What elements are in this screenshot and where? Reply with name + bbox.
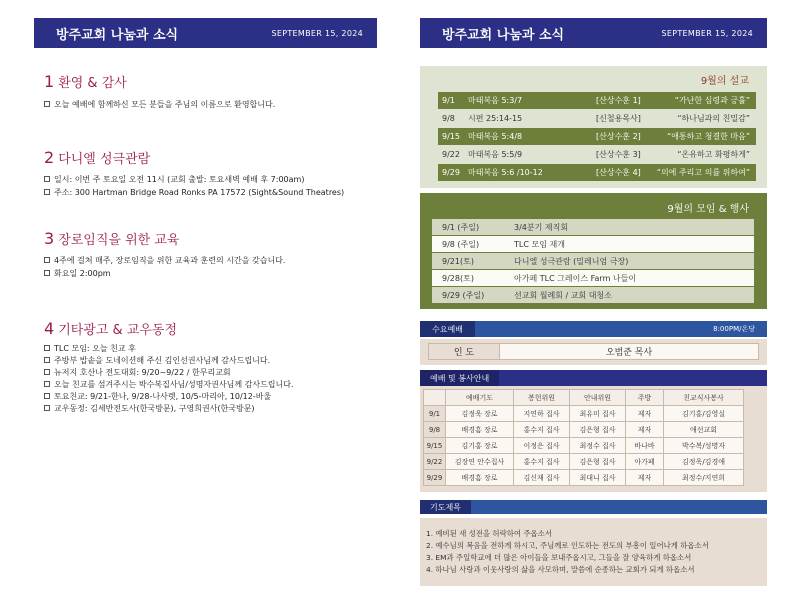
section-3-item: 화요일 2:00pm	[44, 268, 111, 280]
section-4-item: 뉴저지 호산나 전도대회: 9/20~9/22 / 한무리교회	[44, 367, 231, 379]
wednesday-worship-label: 수요예배	[420, 321, 475, 337]
section-1-title	[44, 72, 127, 91]
section-heading: 장로임직을 위한 교육	[58, 233, 180, 248]
section-heading: 환영 & 감사	[58, 76, 127, 91]
sermon-row: 9/8 시편 25:14-15 [신철용목사] “하나님과의 친밀감”	[442, 114, 750, 123]
section-3-item: 4주에 걸쳐 매주, 장로임직을 위한 교육과 훈련의 시간을 갖습니다.	[44, 255, 285, 267]
header-bar-left	[34, 18, 377, 48]
wednesday-worship-box	[420, 339, 767, 365]
bulletin-date: SEPTEMBER 15, 2024	[271, 28, 363, 38]
sermon-schedule-title: 9월의 설교	[700, 76, 749, 87]
event-row: 9/8 (주일) TLC 모임 재개	[432, 236, 754, 252]
event-row: 9/28(토) 아가페 TLC 그레이스 Farm 나들이	[432, 270, 754, 286]
bullet-square-icon	[44, 270, 50, 276]
bullet-square-icon	[44, 345, 50, 351]
bullet-square-icon	[44, 369, 50, 375]
section-2-item: 일시: 이번 주 토요일 오전 11시 (교회 출발: 토요새벽 예배 후 7:00am)	[44, 174, 304, 186]
events-box	[420, 193, 767, 309]
page-title-right: 방주교회 나눔과 소식	[442, 27, 565, 43]
wednesday-worship-time: 8:00PM/온당	[713, 325, 755, 333]
table-header-row: 예배기도 봉헌위원 안내위원 주방 친교식사봉사	[424, 390, 744, 406]
event-row: 9/21(토) 다니엘 성극관람 (밀레니엄 극장)	[432, 253, 754, 269]
table-row: 9/15 김기홍 장로 이정은 집사 최정수 집사 바나바 박수복/성명자	[424, 438, 744, 454]
bullet-square-icon	[44, 101, 50, 107]
section-number: 3	[44, 229, 55, 248]
page-title: 방주교회 나눔과 소식	[56, 27, 179, 43]
table-row: 9/22 김장연 안수집사 홍수지 집사 김은형 집사 아가페 김정욱/김경애	[424, 454, 744, 470]
section-4-title	[44, 319, 177, 338]
service-guide-label: 예배 및 봉사안내	[420, 370, 499, 386]
section-2-item: 주소: 300 Hartman Bridge Road Ronks PA 17572 (Sight&Sound Theatres)	[44, 187, 344, 199]
table-row: 9/8 배경흠 장로 홍수지 집사 김은형 집사 제자 애선교회	[424, 422, 744, 438]
section-4-item: 오늘 친교를 섬겨주시는 박수복집사님/성명자권사님께 감사드립니다.	[44, 379, 294, 391]
prayer-label: 기도제목	[420, 500, 471, 514]
sermon-schedule-box	[420, 66, 767, 188]
event-row: 9/29 (주일) 선교회 월례회 / 교회 대청소	[432, 287, 754, 303]
section-3-title	[44, 229, 179, 248]
leader-label: 인 도	[428, 343, 500, 360]
event-row: 9/1 (주일) 3/4분기 제직회	[432, 219, 754, 235]
service-guide-bar	[420, 370, 767, 386]
section-heading: 기타광고 & 교우동정	[58, 323, 178, 338]
table-row: 9/1 김정욱 장로 지연하 집사 최유미 집사 제자 김기홍/김영실	[424, 406, 744, 422]
wednesday-worship-bar	[420, 321, 767, 337]
section-2-title	[44, 148, 150, 167]
bullet-square-icon	[44, 405, 50, 411]
events-title: 9월의 모임 & 행사	[667, 204, 749, 215]
section-number: 1	[44, 72, 55, 91]
service-guide-box	[420, 386, 767, 492]
bullet-square-icon	[44, 176, 50, 182]
prayer-box	[420, 518, 767, 586]
bullet-square-icon	[44, 393, 50, 399]
sermon-row: 9/29 마태복음 5:6 /10-12 [산상수훈 4] “의에 주리고 의를 위하여”	[438, 164, 756, 181]
prayer-item: 1. 예비된 새 성전을 허락하여 주옵소서	[426, 529, 552, 538]
sermon-row: 9/1 마태복음 5:3/7 [산상수훈 1] “가난한 심령과 긍휼”	[438, 92, 756, 109]
service-table	[423, 389, 744, 486]
sermon-row: 9/15 마태복음 5:4/8 [산상수훈 2] “애통하고 청결한 마음”	[438, 128, 756, 145]
bullet-square-icon	[44, 381, 50, 387]
section-number: 4	[44, 319, 55, 338]
bullet-square-icon	[44, 357, 50, 363]
section-1-item: 오늘 예배에 함께하신 모든 분들을 주님의 이름으로 환영합니다.	[44, 99, 275, 111]
leader-name: 오범준 목사	[500, 343, 759, 360]
section-4-item: 교우동정: 김세반전도사(한국방문), 구영희권사(한국방문)	[44, 403, 255, 415]
bulletin-date-right: SEPTEMBER 15, 2024	[661, 28, 753, 38]
section-4-item: 주방부 밥솥을 도네이션해 주신 김인선권사님께 감사드립니다.	[44, 355, 270, 367]
section-heading: 다니엘 성극관람	[58, 152, 151, 167]
prayer-bar	[420, 500, 767, 514]
sermon-row: 9/22 마태복음 5:5/9 [산상수훈 3] “온유하고 화평하게”	[442, 150, 750, 159]
section-4-item: TLC 모임: 오늘 친교 후	[44, 343, 136, 355]
bullet-square-icon	[44, 257, 50, 263]
prayer-item: 4. 하나님 사랑과 이웃사랑의 삶을 사모하며, 말씀에 순종하는 교회가 되게 하옵소서	[426, 565, 695, 574]
header-bar-right	[420, 18, 767, 48]
bullet-square-icon	[44, 189, 50, 195]
table-row: 9/29 배경흠 장로 김신재 집사 최대니 집사 제자 최정수/지연희	[424, 470, 744, 486]
prayer-item: 3. EM과 주일학교에 더 많은 아이들을 보내주옵시고, 그들을 잘 양육하게 하옵소서	[426, 553, 692, 562]
section-number: 2	[44, 148, 55, 167]
section-4-item: 토요친교: 9/21-한나, 9/28-나사렛, 10/5-마리아, 10/12-바울	[44, 391, 271, 403]
prayer-item: 2. 예수님의 복음을 전하게 하시고, 주님께로 인도하는 전도의 부흥이 일어나게 하옵소서	[426, 541, 709, 550]
